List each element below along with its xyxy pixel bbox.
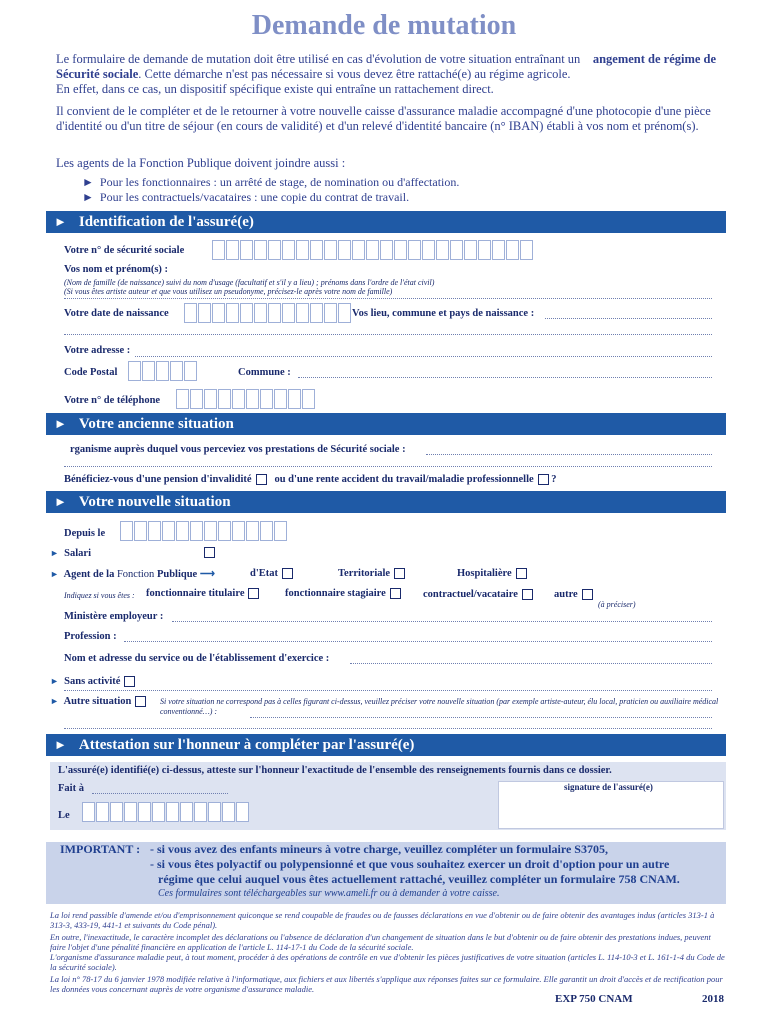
profession-line[interactable] — [124, 641, 712, 642]
hospitaliere-checkbox[interactable] — [516, 568, 527, 579]
depuis-input[interactable] — [120, 521, 288, 541]
important-line-4: Ces formulaires sont téléchargeables sur www.ameli.fr ou à demander à votre caisse. — [158, 888, 500, 899]
triangle-icon: ► — [50, 676, 59, 686]
phone-input[interactable] — [176, 389, 316, 409]
autre-checkbox[interactable] — [582, 589, 593, 600]
ministere-label: Ministère employeur : — [64, 611, 164, 622]
section-identification: ► Identification de l'assuré(e) — [46, 211, 726, 233]
hospitaliere-option: Hospitalière — [457, 568, 527, 579]
birthplace-line-2[interactable] — [64, 334, 712, 335]
rente-checkbox[interactable] — [538, 474, 549, 485]
contractuel-option: contractuel/vacataire — [423, 589, 533, 600]
page-title: Demande de mutation — [251, 10, 517, 41]
triangle-icon: ► — [50, 696, 59, 706]
titulaire-checkbox[interactable] — [248, 588, 259, 599]
triangle-icon: ► — [50, 569, 59, 579]
stagiaire-option: fonctionnaire stagiaire — [285, 588, 401, 599]
important-line-3: régime que celui auquel vous êtes actuellement rattaché, veuillez compléter un formulaire 758 CNAM. — [158, 872, 680, 886]
stagiaire-checkbox[interactable] — [390, 588, 401, 599]
autre-situation-note: Si votre situation ne correspond pas à celles figurant ci-dessus, veuillez préciser votre nouvelle situation (par exemple artiste-auteur, élu local, praticien ou auxiliaire médical conventionné…) : — [160, 697, 719, 716]
etat-checkbox[interactable] — [282, 568, 293, 579]
salarie-checkbox[interactable] — [204, 547, 215, 558]
address-line[interactable] — [135, 356, 712, 357]
agent-option: ► Agent de la Fonction Publique ⟶ — [50, 569, 215, 580]
depuis-label: Depuis le — [64, 528, 106, 539]
autre-situation-line[interactable] — [250, 717, 712, 718]
section-nouvelle: ► Votre nouvelle situation — [46, 491, 726, 513]
triangle-icon: ► — [82, 190, 94, 204]
birthplace-line[interactable] — [545, 318, 712, 319]
name-line[interactable] — [64, 298, 712, 299]
attestation-text: L'assuré(e) identifié(e) ci-dessus, atteste sur l'honneur l'exactitude de l'ensemble des renseignements fournis dans ce dossier. — [58, 765, 612, 776]
triangle-icon: ► — [54, 214, 67, 229]
commune-label: Commune : — [238, 367, 291, 378]
sans-activite-option: ► Sans activité — [50, 676, 135, 687]
salarie-option: ► Salari — [50, 548, 92, 559]
secu-label: Votre n° de sécurité sociale — [64, 245, 185, 256]
preciser-note: (à préciser) — [598, 600, 636, 609]
autre-situation-line-2[interactable] — [64, 728, 712, 729]
birthdate-input[interactable] — [184, 303, 352, 323]
service-line[interactable] — [350, 663, 712, 664]
ministere-line[interactable] — [172, 621, 712, 622]
section-attestation: ► Attestation sur l'honneur à compléter par l'assuré(e) — [46, 734, 726, 756]
important-label: IMPORTANT : — [60, 842, 141, 856]
territoriale-checkbox[interactable] — [394, 568, 405, 579]
triangle-icon: ► — [54, 416, 67, 431]
triangle-icon: ► — [50, 548, 59, 558]
indiquez-label: Indiquez si vous êtes : — [64, 591, 135, 600]
organisme-label: rganisme auprès duquel vous perceviez vos prestations de Sécurité sociale : — [70, 444, 406, 455]
titulaire-option: fonctionnaire titulaire — [146, 588, 259, 599]
autre-situation-option: ► Autre situation — [50, 696, 146, 707]
law-paragraph-4: La loi n° 78-17 du 6 janvier 1978 modifiée relative à l'informatique, aux fichiers et aux libertés s'applique aux réponses faites sur ce formulaire. Elle garantit un droit d'accès et de rectification pour les données vous concernant auprès de votre organisme d'assurance maladie. — [50, 974, 723, 994]
address-label: Votre adresse : — [64, 345, 131, 356]
sans-activite-checkbox[interactable] — [124, 676, 135, 687]
form-year: 2018 — [702, 993, 724, 1005]
name-label: Vos nom et prénom(s) : — [64, 264, 169, 275]
intro-bullet-1: ► Pour les fonctionnaires : un arrêté de stage, de nomination ou d'affectation. — [82, 175, 460, 189]
law-paragraph-3: L'organisme d'assurance maladie peut, à tout moment, procéder à des opérations de contrôle en vue d'obtenir les pièces justificatives de votre situation (articles L. 114-10-3 et L. 161-1-4 du Code de la sécurité sociale). — [50, 952, 725, 972]
signature-label: signature de l'assuré(e) — [564, 782, 653, 792]
triangle-icon: ► — [82, 175, 94, 189]
sans-activite-line[interactable] — [64, 690, 712, 691]
service-label: Nom et adresse du service ou de l'établissement d'exercice : — [64, 653, 330, 664]
pension-checkbox[interactable] — [256, 474, 267, 485]
autre-situation-checkbox[interactable] — [135, 696, 146, 707]
form-code: EXP 750 CNAM — [555, 993, 633, 1005]
postal-code-label: Code Postal — [64, 367, 118, 378]
fait-label: Fait à — [58, 783, 84, 794]
autre-option: autre — [554, 589, 593, 600]
arrow-right-icon: ⟶ — [199, 569, 215, 580]
territoriale-option: Territoriale — [338, 568, 405, 579]
triangle-icon: ► — [54, 494, 67, 509]
date-input[interactable] — [82, 802, 250, 822]
name-note-1: (Nom de famille (de naissance) suivi du nom d'usage (facultatif et s'il y a lieu) ; prénoms dans l'ordre de l'état civil) — [64, 278, 435, 287]
profession-label: Profession : — [64, 631, 117, 642]
pension-question: Bénéficiez-vous d'une pension d'invalidité ou d'une rente accident du travail/maladie professionnelle ? — [64, 474, 557, 485]
law-paragraph-1: La loi rend passible d'amende et/ou d'emprisonnement quiconque se rend coupable de fraudes ou de fausses déclarations en vue d'obtenir ou de faire obtenir des avantages indus (articles 313-1 à 313-3, 433-19, 441-1 et suivants du Code pénal). — [50, 910, 715, 930]
fait-line[interactable] — [92, 793, 228, 794]
intro-bullet-2: ► Pour les contractuels/vacataires : une copie du contrat de travail. — [82, 190, 410, 204]
intro-paragraph-2: Il convient de le compléter et de le retourner à votre nouvelle caisse d'assurance maladie accompagné d'une photocopie d'une pièce d'identité ou d'un titre de séjour (en cours de validité) et d'un relevé d'identité bancaire (n° IBAN) établi à vos nom et prénom(s). — [56, 104, 711, 133]
contractuel-checkbox[interactable] — [522, 589, 533, 600]
birthdate-label: Votre date de naissance — [64, 308, 169, 319]
phone-label: Votre n° de téléphone — [64, 395, 161, 406]
law-paragraph-2: En outre, l'inexactitude, le caractère incomplet des déclarations ou l'absence de déclaration d'un changement de situation dans le but d'obtenir ou de faire obtenir des prestations indues, peuvent faire l'objet d'une pénalité financière en application de l'article L. 114-17-1 du Code de la sécurité sociale. — [50, 932, 711, 952]
important-line-2: - si vous êtes polyactif ou polypensionné et que vous souhaitez exercer un droit d'option pour un autre — [150, 857, 670, 871]
le-label: Le — [58, 810, 70, 821]
intro-paragraph-1: Le formulaire de demande de mutation doit être utilisé en cas d'évolution de votre situation entraînant un angement de régime de Sécurité sociale. Cette démarche n'est pas nécessaire si vous devez être rattaché(e) au régime agricole. En effet, dans ce cas, un dispositif spécifique existe qui entraîne un rattachement direct. — [56, 52, 717, 96]
birthplace-label: Vos lieu, commune et pays de naissance : — [352, 308, 535, 319]
section-ancienne: ► Votre ancienne situation — [46, 413, 726, 435]
etat-option: d'Etat — [250, 568, 293, 579]
organisme-line[interactable] — [426, 454, 712, 455]
name-note-2: (Si vous êtes artiste auteur et que vous utilisez un pseudonyme, précisez-le après votre nom de famille) — [64, 287, 393, 296]
postal-code-input[interactable] — [128, 361, 198, 381]
commune-line[interactable] — [298, 377, 712, 378]
organisme-line-2[interactable] — [64, 466, 712, 467]
intro-paragraph-3: Les agents de la Fonction Publique doivent joindre aussi : — [56, 156, 346, 170]
important-line-1: - si vous avez des enfants mineurs à votre charge, veuillez compléter un formulaire S3705, — [150, 842, 608, 856]
secu-input[interactable] — [212, 240, 534, 260]
triangle-icon: ► — [54, 737, 67, 752]
